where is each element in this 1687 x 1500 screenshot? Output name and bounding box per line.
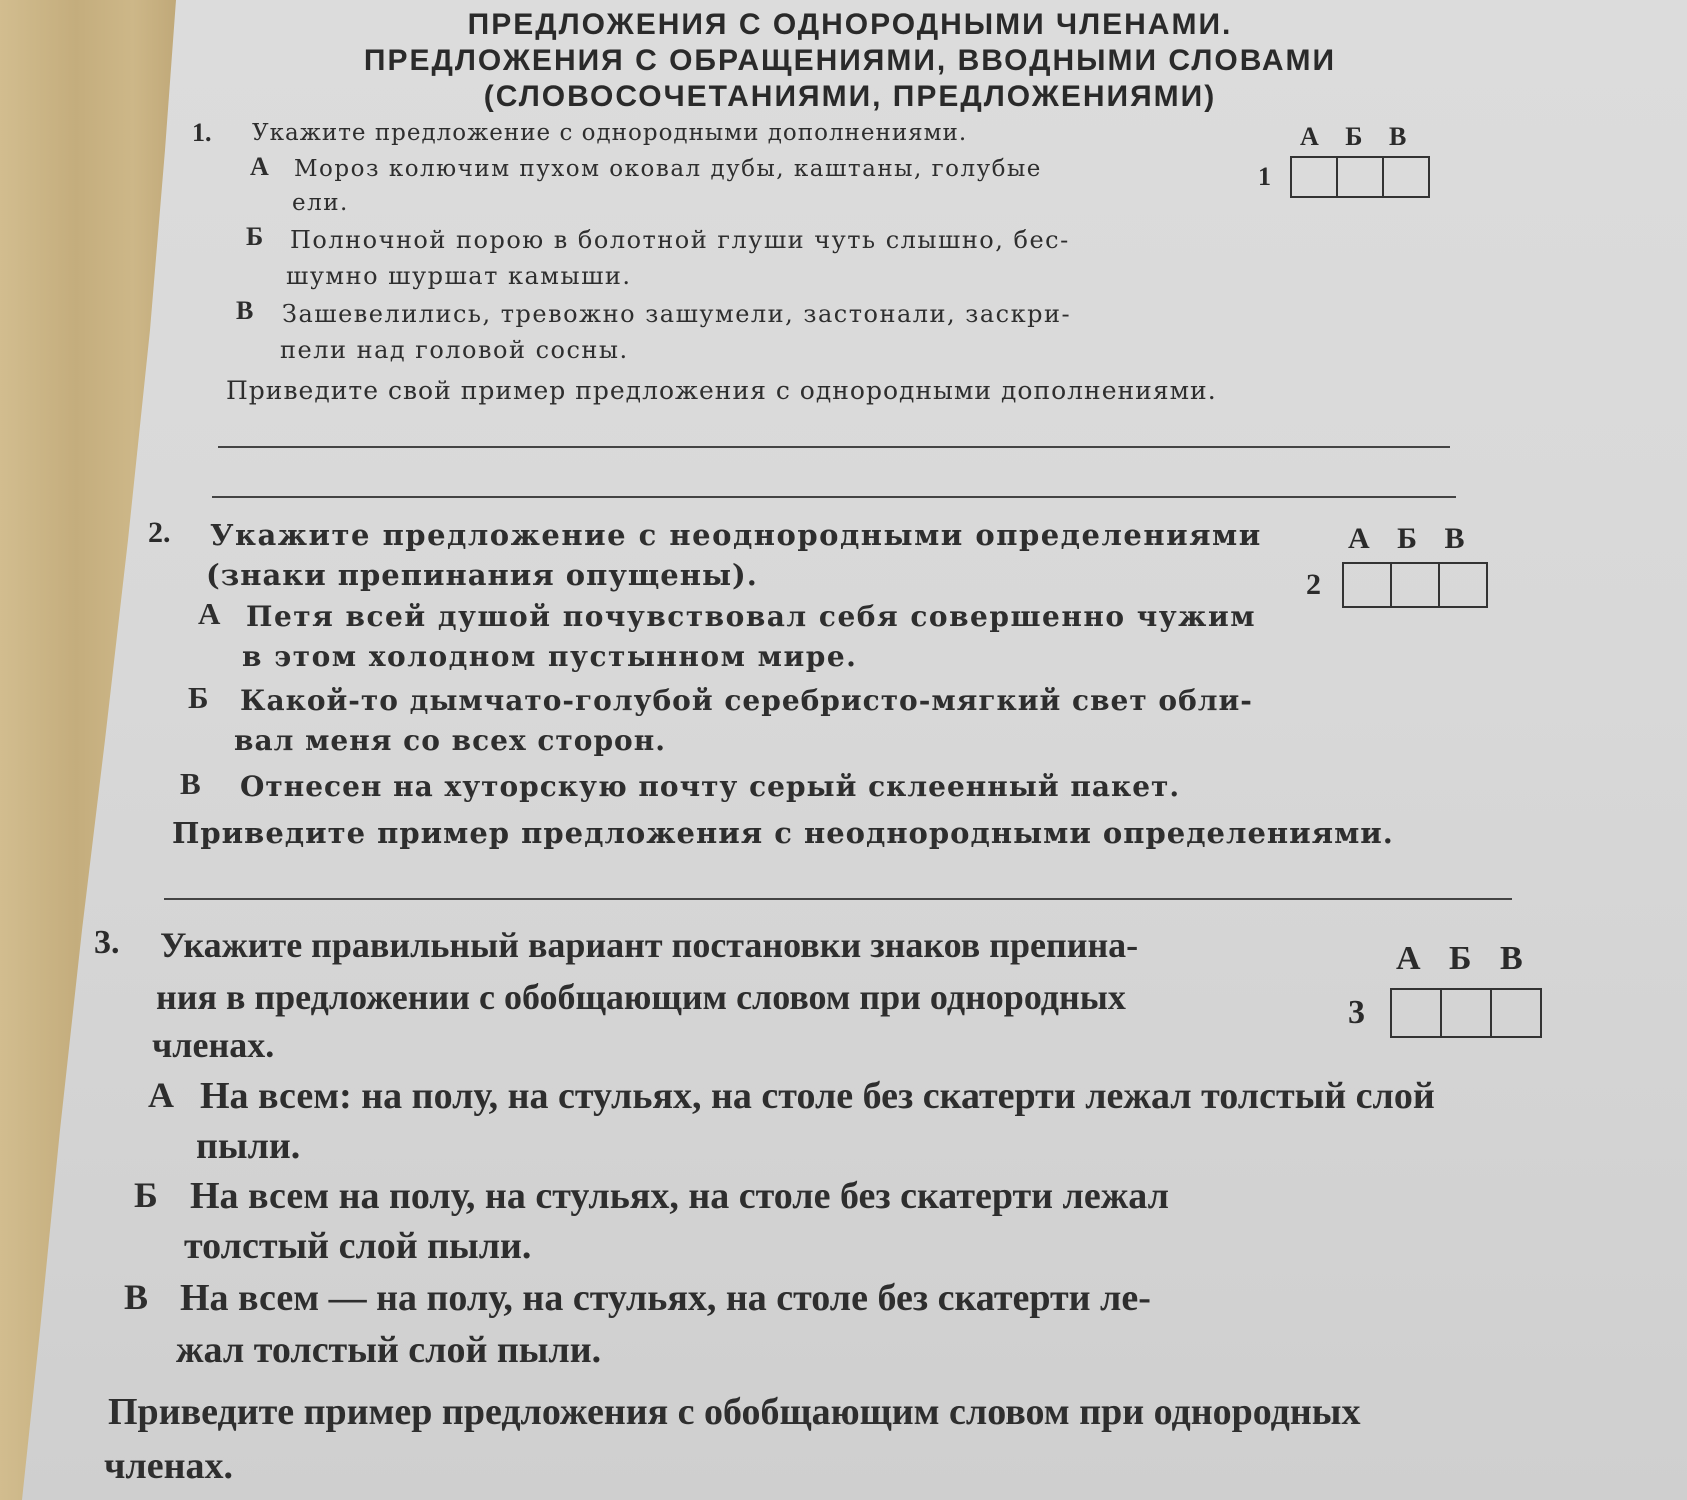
q3-prompt-line3: членах. xyxy=(152,1025,275,1065)
q3-task-line1: Приведите пример предложения с обобщающим словом при однородных xyxy=(108,1391,1361,1433)
q1-option-a-line1: Мороз колючим пухом оковал дубы, каштаны, голубые xyxy=(294,156,1042,182)
page-title-line1: ПРЕДЛОЖЕНИЯ С ОДНОРОДНЫМИ ЧЛЕНАМИ. xyxy=(467,8,1233,41)
q3-option-c-line1: На всем — на полу, на стульях, на столе без скатерти ле- xyxy=(180,1277,1151,1319)
q2-option-c-line1: Отнесен на хуторскую почту серый склеенный пакет. xyxy=(240,770,1181,803)
q1-task: Приведите свой пример предложения с однородными дополнениями. xyxy=(226,376,1217,405)
q2-task: Приведите пример предложения с неоднородными определениями. xyxy=(172,816,1394,850)
q2-box-c[interactable] xyxy=(1440,564,1486,606)
q3-option-a-line2: пыли. xyxy=(196,1125,301,1167)
q3-option-a-line1: На всем: на полу, на стульях, на столе без скатерти лежал толстый слой xyxy=(200,1075,1435,1117)
q3-box-c[interactable] xyxy=(1492,990,1540,1036)
q2-option-c-letter: В xyxy=(180,766,201,801)
q3-option-b-line1: На всем на полу, на стульях, на столе без скатерти лежал xyxy=(190,1175,1169,1217)
q2-answer-boxes[interactable] xyxy=(1342,562,1488,608)
q3-answer-boxes[interactable] xyxy=(1390,988,1542,1038)
q2-option-a-line1: Петя всей душой почувствовал себя совершенно чужим xyxy=(246,600,1257,633)
q3-answer-label: А Б В xyxy=(1396,940,1533,977)
q2-prompt-line2: (знаки препинания опущены). xyxy=(206,558,758,592)
q3-option-a-letter: А xyxy=(148,1075,174,1115)
q3-option-b-letter: Б xyxy=(134,1175,158,1215)
q3-prompt-line2: ния в предложении с обобщающим словом при однородных xyxy=(156,977,1126,1017)
q1-option-c-letter: В xyxy=(236,296,254,325)
q3-option-b-line2: толстый слой пыли. xyxy=(184,1225,532,1267)
q3-number: 3. xyxy=(94,924,120,961)
q3-box-number: 3 xyxy=(1348,994,1365,1031)
q2-answer-label: А Б В xyxy=(1348,522,1475,555)
q2-answer-line[interactable] xyxy=(164,898,1512,900)
q1-box-number: 1 xyxy=(1258,162,1271,191)
page-title-line3: (СЛОВОСОЧЕТАНИЯМИ, ПРЕДЛОЖЕНИЯМИ) xyxy=(483,80,1217,113)
q2-number: 2. xyxy=(148,516,171,549)
q2-option-b-line2: вал меня со всех сторон. xyxy=(234,724,666,757)
q1-option-a-line2: ели. xyxy=(292,190,349,216)
q1-answer-line-1[interactable] xyxy=(218,446,1450,448)
q3-option-c-line2: жал толстый слой пыли. xyxy=(176,1329,602,1371)
q3-box-b[interactable] xyxy=(1442,990,1492,1036)
q3-box-a[interactable] xyxy=(1392,990,1442,1036)
page-title-line2: ПРЕДЛОЖЕНИЯ С ОБРАЩЕНИЯМИ, ВВОДНЫМИ СЛОВАМИ xyxy=(363,44,1337,77)
q1-option-a-letter: А xyxy=(250,152,269,181)
q2-option-b-letter: Б xyxy=(188,680,209,715)
q1-option-c-line1: Зашевелились, тревожно зашумели, застонали, заскри- xyxy=(282,300,1072,328)
q1-answer-boxes[interactable] xyxy=(1290,156,1430,198)
q2-option-b-line1: Какой-то дымчато-голубой серебристо-мягкий свет обли- xyxy=(240,684,1253,717)
q2-box-number: 2 xyxy=(1306,568,1321,601)
q2-box-b[interactable] xyxy=(1392,564,1440,606)
q2-option-a-letter: А xyxy=(198,596,221,631)
q3-task-line2: членах. xyxy=(104,1445,234,1487)
q2-prompt-line1: Укажите предложение с неоднородными определениями xyxy=(210,518,1262,552)
q1-prompt: Укажите предложение с однородными дополнениями. xyxy=(252,120,968,146)
q1-box-b[interactable] xyxy=(1338,158,1384,196)
q1-answer-line-2[interactable] xyxy=(212,496,1456,498)
q3-option-c-letter: В xyxy=(124,1277,149,1317)
q2-box-a[interactable] xyxy=(1344,564,1392,606)
q1-box-a[interactable] xyxy=(1292,158,1338,196)
q1-answer-label: А Б В xyxy=(1300,122,1417,151)
q1-option-c-line2: пели над головой сосны. xyxy=(280,336,629,364)
q2-option-a-line2: в этом холодном пустынном мире. xyxy=(242,640,858,673)
q1-option-b-line1: Полночной порою в болотной глуши чуть слышно, бес- xyxy=(290,226,1070,254)
q1-box-c[interactable] xyxy=(1384,158,1428,196)
q3-prompt-line1: Укажите правильный вариант постановки знаков препина- xyxy=(160,925,1139,965)
q1-option-b-letter: Б xyxy=(246,222,264,251)
q1-number: 1. xyxy=(192,118,212,147)
q1-option-b-line2: шумно шуршат камыши. xyxy=(286,262,632,290)
